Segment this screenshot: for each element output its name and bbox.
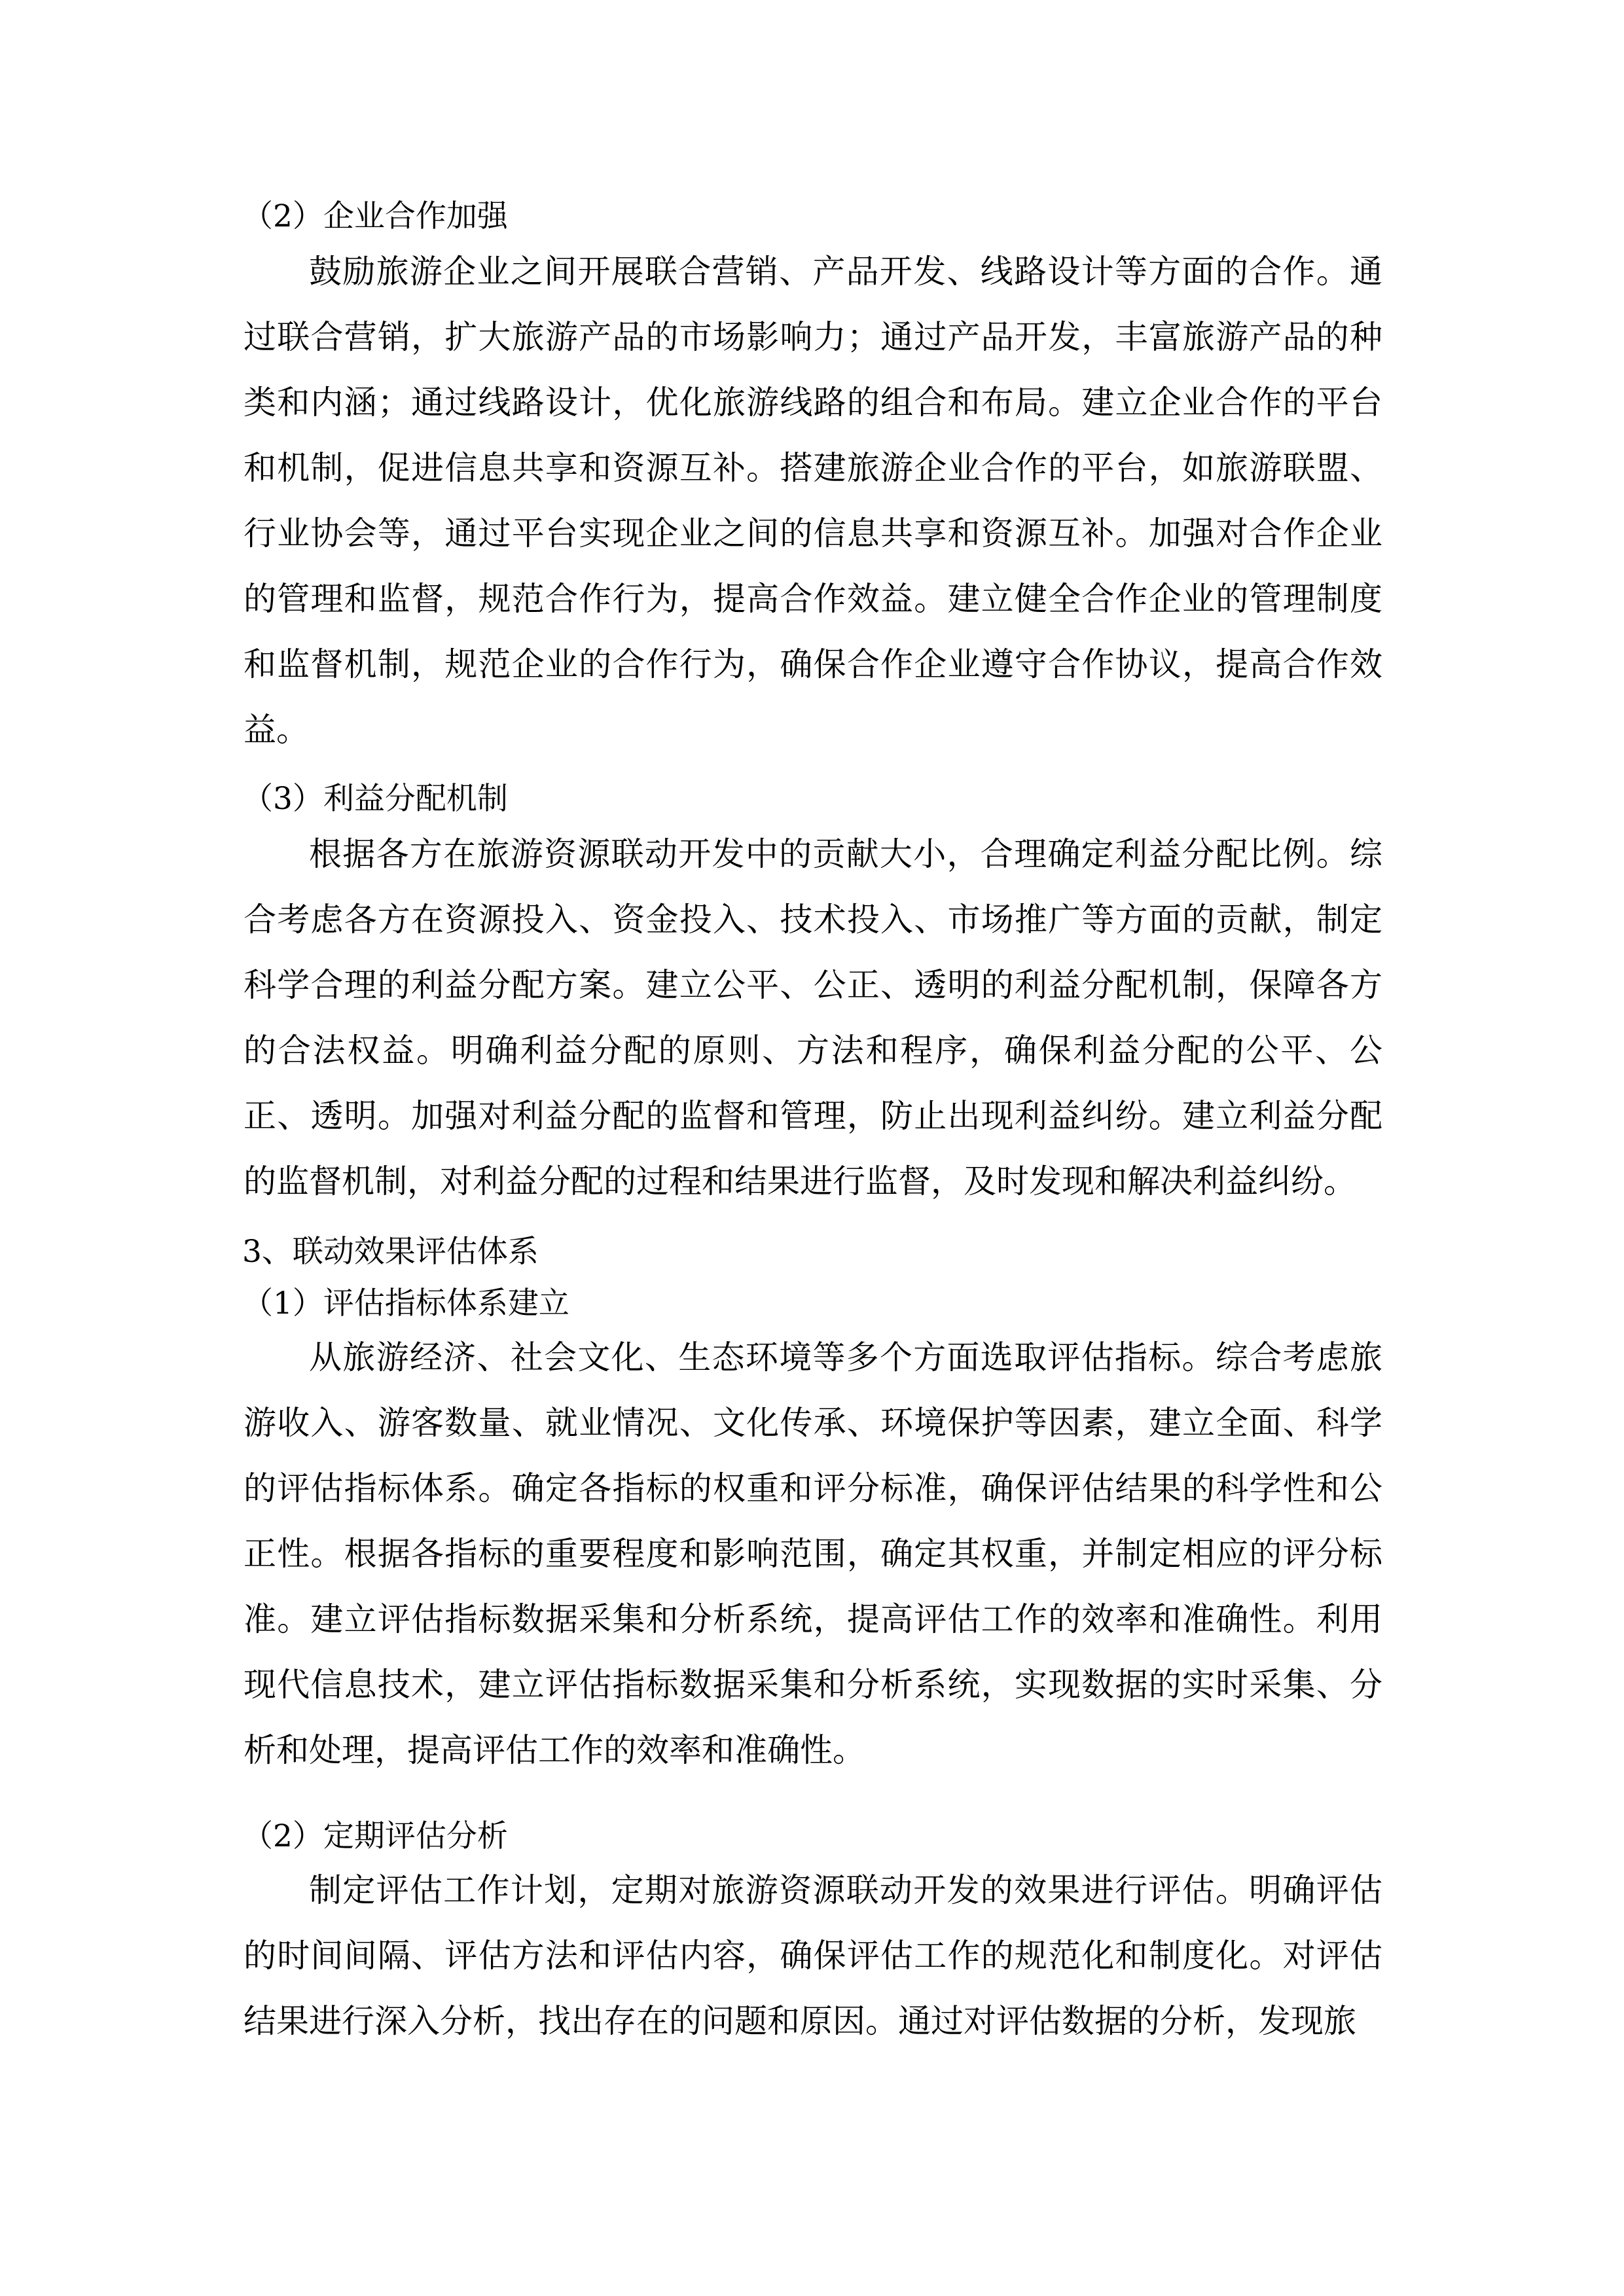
paragraph-indicator-system: 从旅游经济、社会文化、生态环境等多个方面选取评估指标。综合考虑旅游收入、游客数量、就业情况、文化传承、环境保护等因素，建立全面、科学的评估指标体系。确定各指标的权重和评分标准，确保评估结果的科学性和公正性。根据各指标的重要程度和影响范围，确定其权重，并制定相应的评分标准。建立评估指标数据采集和分析系统，提高评估工作的效率和准确性。利用现代信息技术，建立评估指标数据采集和分析系统，实现数据的实时采集、分析和处理，提高评估工作的效率和准确性。 xyxy=(244,1338,1382,1769)
section-heading-benefit-distribution: （3）利益分配机制 xyxy=(242,781,508,817)
paragraph-periodic-evaluation: 制定评估工作计划，定期对旅游资源联动开发的效果进行评估。明确评估的时间间隔、评估方法和评估内容，确保评估工作的规范化和制度化。对评估结果进行深入分析，找出存在的问题和原因。通过对评估数据的分析，发现旅 xyxy=(244,1871,1382,2040)
paragraph-benefit-distribution: 根据各方在旅游资源联动开发中的贡献大小，合理确定利益分配比例。综合考虑各方在资源投入、资金投入、技术投入、市场推广等方面的贡献，制定科学合理的利益分配方案。建立公平、公正、透明的利益分配机制，保障各方的合法权益。明确利益分配的原则、方法和程序，确保利益分配的公平、公正、透明。加强对利益分配的监督和管理，防止出现利益纠纷。建立利益分配的监督机制，对利益分配的过程和结果进行监督，及时发现和解决利益纠纷。 xyxy=(244,835,1382,1200)
section-heading-effect-evaluation-system: 3、联动效果评估体系 xyxy=(242,1234,539,1270)
section-heading-periodic-evaluation: （2）定期评估分析 xyxy=(242,1818,508,1854)
section-heading-enterprise-cooperation: （2）企业合作加强 xyxy=(242,198,508,234)
paragraph-enterprise-cooperation: 鼓励旅游企业之间开展联合营销、产品开发、线路设计等方面的合作。通过联合营销，扩大旅游产品的市场影响力；通过产品开发，丰富旅游产品的种类和内涵；通过线路设计，优化旅游线路的组合和布局。建立企业合作的平台和机制，促进信息共享和资源互补。搭建旅游企业合作的平台，如旅游联盟、行业协会等，通过平台实现企业之间的信息共享和资源互补。加强对合作企业的管理和监督，规范合作行为，提高合作效益。建立健全合作企业的管理制度和监督机制，规范企业的合作行为，确保合作企业遵守合作协议，提高合作效益。 xyxy=(244,253,1382,749)
section-heading-indicator-system: （1）评估指标体系建立 xyxy=(242,1285,569,1321)
